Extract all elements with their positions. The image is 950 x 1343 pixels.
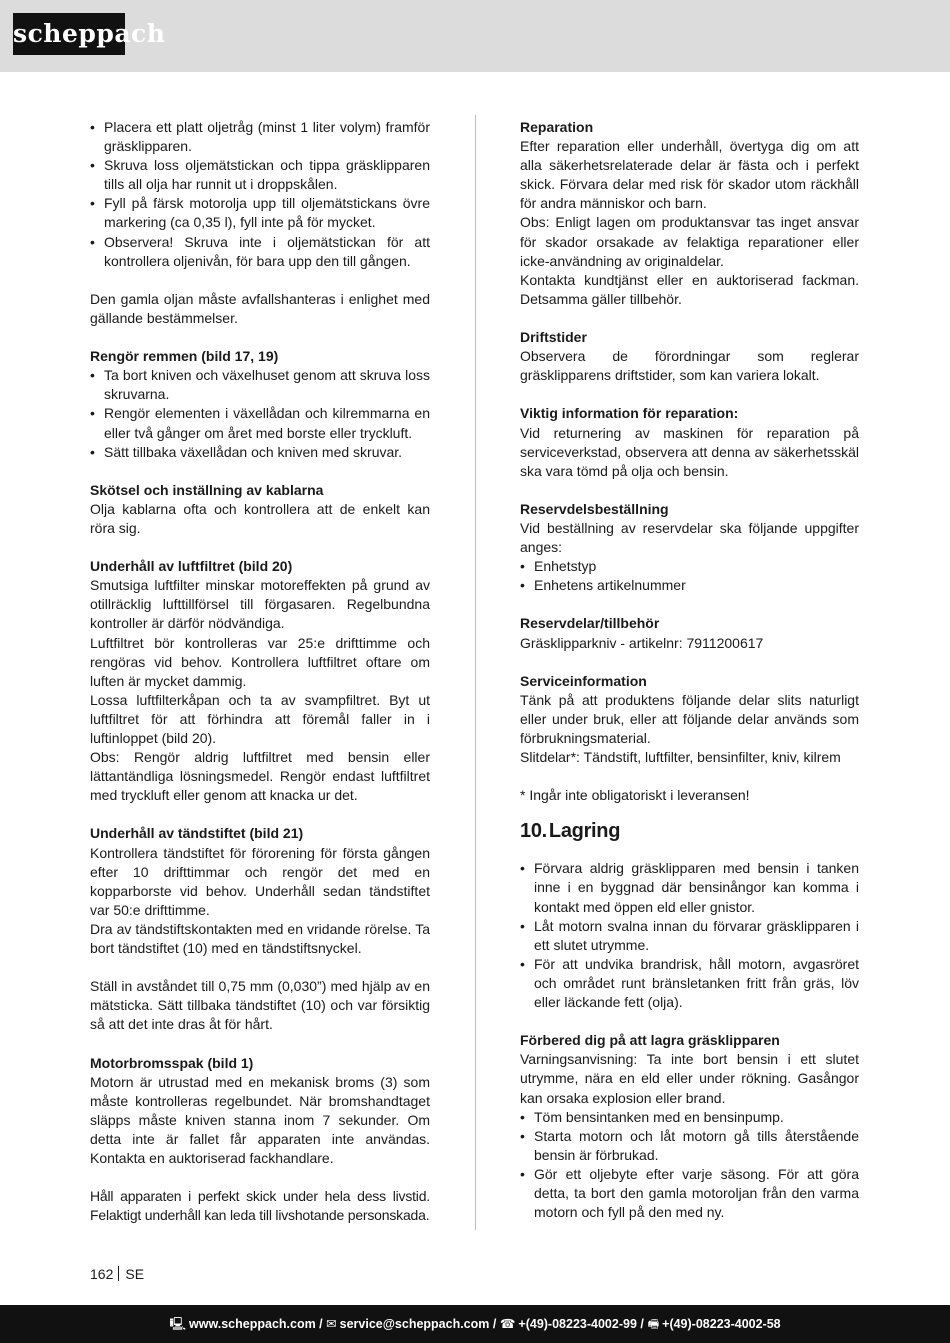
spare-parts-order-list [520,557,859,595]
computer-icon: 🖳︎ [169,1317,187,1331]
oil-change-list [90,118,430,271]
airfilter-heading: Underhåll av luftfiltret (bild 20) [90,558,293,575]
spare-parts-order-heading: Reservdelsbeställning [520,500,669,517]
airfilter-text: Obs: Rengör aldrig luftfiltret med bensin eller lättantändliga lösningsmedel. Rengör endast luftfiltret med tryckluft eller genom att knacka ur det. [90,749,430,804]
brake-heading: Motorbromsspak (bild 1) [90,1054,254,1071]
page-language: SE [125,1266,145,1282]
service-info-heading: Serviceinformation [520,672,647,689]
left-column [90,118,430,1225]
list-item: • Rengör elementen i växellådan och kilremmarna en eller två gånger om året med borste eller tryckluft. [90,404,430,442]
storage-list [520,859,859,1012]
list-item: • Gör ett oljebyte efter varje säsong. För att göra detta, ta bort den gamla motoroljan från den varma motorn och fyll på den med ny. [520,1165,859,1222]
airfilter-text: Luftfiltret bör kontrolleras var 25:e drifttimme och rengöras vid behov. Kontrollera luftfiltret oftare om luften är mycket dammig. [90,634,430,689]
column-divider [475,115,476,1230]
section-title [520,819,859,859]
page-footer [0,1305,950,1343]
list-item: • Ta bort kniven och växelhuset genom att skruva loss skruvarna. [90,366,430,404]
footnote: * Ingår inte obligatoriskt i leveransen! [520,787,750,804]
closing-text: Håll apparaten i perfekt skick under hela dess livstid. Felaktigt underhåll kan leda till livshotande personskada. [90,1188,430,1224]
list-item: • Skruva loss oljemätstickan och tippa gräsklipparen tills all olja har runnit ut i droppskålen. [90,156,430,194]
page-number-value: 162 [90,1266,114,1282]
list-item: • Förvara aldrig gräsklipparen med bensin i tanken inne i en byggnad där bensinångor kan komma i kontakt med öppen eld eller gnistor. [520,859,859,916]
list-item: • Fyll på färsk motorolja upp till oljemätstickans övre markering (ca 0,35 l), fyll inte på för mycket. [90,194,430,232]
brake-text: Motorn är utrustad med en mekanisk broms (3) som måste kontrolleras regelbundet. När bromshandtaget släpps måste kniven stanna inom 7 sekunder. Om detta inte är fallet får apparaten inte användas. Kontakta en auktoriserad fackhandlare. [90,1073,430,1167]
footer-website: www.scheppach.com / [189,1317,323,1331]
phone-icon: ☎︎ [499,1317,516,1331]
repair-text: Obs: Enligt lagen om produktansvar tas inget ansvar för skador orsakade av felaktiga reparationer eller icke-användning av originaldelar. [520,214,859,269]
section-title-text: Lagring [548,820,621,843]
right-column [520,118,859,1222]
footer-fax: +(49)-08223-4002-58 [662,1317,781,1331]
oil-disposal-text: Den gamla oljan måste avfallshanteras i enlighet med gällande bestämmelser. [90,290,430,326]
fax-icon: 🖷︎ [647,1317,660,1331]
section-number: 10. [520,820,547,843]
page-header [0,0,950,72]
spare-parts-order-text: Vid beställning av reservdelar ska följande uppgifter anges: [520,519,859,556]
cables-text: Olja kablarna ofta och kontrollera att de enkelt kan röra sig. [90,500,430,536]
scheppach-logo: scheppach [13,13,125,55]
list-item: • Observera! Skruva inte i oljemätstickan för att kontrollera oljenivån, för bara upp den till gången. [90,233,430,271]
spark-plug-text: Kontrollera tändstiftet för förorening för första gången efter 10 drifttimmar och rengör det med en kopparborste vid behov. Underhåll sedan tändstiftet var 50:e drifttimme. [90,844,430,918]
airfilter-text: Lossa luftfilterkåpan och ta av svampfiltret. Byt ut luftfiltret för att förhindra att föremål faller in i luftinloppet (bild 20). [90,691,430,746]
list-item: • Enhetstyp [520,557,859,576]
wear-parts-text: Slitdelar*: Tändstift, luftfilter, bensinfilter, kniv, kilrem [520,749,841,766]
belt-list [90,366,430,461]
page-number-separator [118,1266,119,1281]
footer-email: service@scheppach.com / [339,1317,497,1331]
mail-icon: ✉︎ [326,1317,337,1331]
spare-parts-text: Gräsklipparkniv - artikelnr: 7911200617 [520,634,764,651]
airfilter-text: Smutsiga luftfilter minskar motoreffekten på grund av otillräcklig lufttillförsel till förgasaren. Regelbundna kontroller är därför nödvändiga. [90,577,430,632]
spare-parts-heading: Reservdelar/tillbehör [520,615,660,632]
spark-plug-text: Ställ in avståndet till 0,75 mm (0,030”) med hjälp av en mätsticka. Sätt tillbaka tändstiftet (10) och var försiktig så att det inte dras åt för hårt. [90,978,430,1033]
list-item: • Låt motorn svalna innan du förvarar gräsklipparen i ett slutet utrymme. [520,917,859,955]
cables-heading: Skötsel och inställning av kablarna [90,481,324,498]
important-info-text: Vid returnering av maskinen för reparation på serviceverkstad, observera att denna av säkerhetsskäl ska vara tömd på olja och bensin. [520,424,859,479]
repair-text: Kontakta kundtjänst eller en auktoriserad fackman. Detsamma gäller tillbehör. [520,271,859,307]
list-item: • Töm bensintanken med en bensinpump. [520,1108,859,1127]
operating-hours-text: Observera de förordningar som reglerar gräsklipparens driftstider, som kan variera lokalt. [520,348,859,384]
prepare-storage-text: Varningsanvisning: Ta inte bort bensin i ett slutet utrymme, nära en eld eller under rökning. Gasångor kan orsaka explosion eller brand. [520,1051,859,1106]
operating-hours-heading: Driftstider [520,329,587,346]
repair-text: Efter reparation eller underhåll, övertyga dig om att alla säkerhetsrelaterade delar är fästa och i perfekt skick. Förvara delar med risk för skador utom räckhåll för andra människor och barn. [520,138,859,212]
page-number [90,1265,144,1283]
prepare-storage-heading: Förbered dig på att lagra gräsklipparen [520,1032,780,1049]
belt-heading: Rengör remmen (bild 17, 19) [90,348,279,365]
list-item: • Enhetens artikelnummer [520,576,859,595]
prepare-storage-list [520,1108,859,1223]
list-item: • Starta motorn och låt motorn gå tills återstående bensin är förbrukad. [520,1127,859,1165]
service-info-text: Tänk på att produktens följande delar slits naturligt eller under bruk, eller att följande delar används som förbrukningsmaterial. [520,691,859,746]
important-info-heading: Viktig information för reparation: [520,405,739,422]
footer-phone: +(49)-08223-4002-99 / [518,1317,644,1331]
repair-heading: Reparation [520,119,594,135]
list-item: • För att undvika brandrisk, håll motorn, avgasröret och området runt bränsletanken fritt från gräs, löv eller läckande fett (olja). [520,955,859,1012]
spark-plug-heading: Underhåll av tändstiftet (bild 21) [90,825,304,842]
list-item: • Sätt tillbaka växellådan och kniven med skruvar. [90,443,430,462]
spark-plug-text: Dra av tändstiftskontakten med en vridande rörelse. Ta bort tändstiftet (10) med en tändstiftsnyckel. [90,920,430,957]
list-item: • Placera ett platt oljetråg (minst 1 liter volym) framför gräsklipparen. [90,118,430,156]
